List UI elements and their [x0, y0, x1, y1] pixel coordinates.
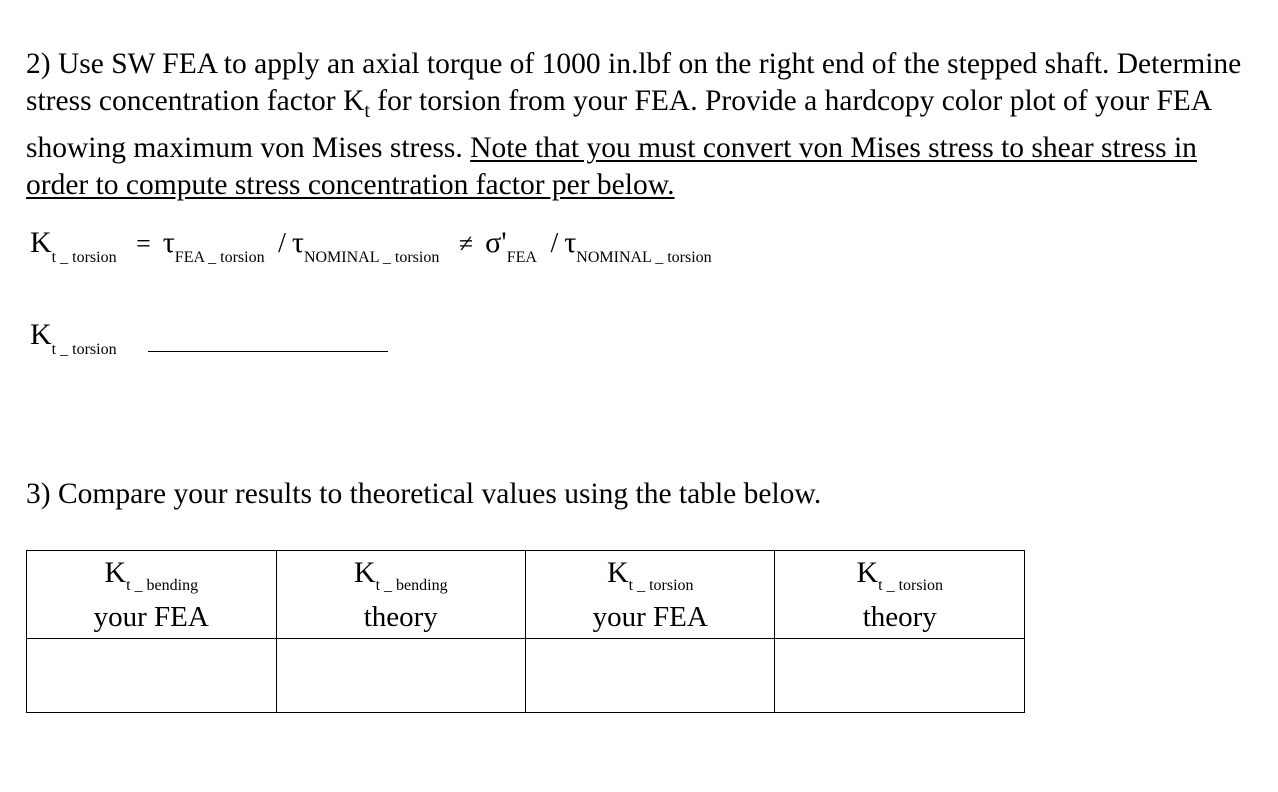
comparison-table: [26, 550, 1025, 713]
formula-tau-2: τ: [291, 226, 304, 259]
entry-cell-kt-torsion-theory[interactable]: [775, 639, 1025, 713]
header-cell-kt-bending-fea: [27, 551, 277, 639]
formula-tau-1: τ: [162, 226, 175, 259]
header-cell-kt-torsion-theory: [775, 551, 1025, 639]
header-k-symbol: K: [606, 556, 629, 589]
formula-slash-1: /: [278, 228, 286, 259]
formula-not-equal: ≠: [458, 229, 474, 258]
formula-sigma-prime: σ': [485, 226, 507, 259]
formula-equals: =: [136, 229, 151, 258]
formula-slash-2: /: [550, 228, 559, 259]
question-2-subscript: t: [364, 99, 370, 122]
question-2-text: Use SW FEA to apply an axial torque of 1000 in.lbf on the right end of the stepped shaft. Determine stress concentration factor K: [26, 48, 1242, 117]
header-k-symbol: K: [856, 556, 879, 589]
formula-tau-nominal-subscript-2: NOMINAL _ torsion: [576, 249, 712, 266]
header-k-symbol: K: [104, 556, 127, 589]
question-3-number: 3): [26, 478, 51, 510]
table-entry-row: [27, 639, 1025, 713]
header-label: theory: [862, 601, 937, 633]
kt-torsion-answer-label: [30, 318, 117, 358]
formula-k-subscript: t _ torsion: [51, 249, 117, 266]
header-label: theory: [363, 601, 438, 633]
header-k-subscript: t _ torsion: [878, 577, 944, 594]
header-k-symbol: K: [353, 556, 376, 589]
formula-tau-fea-subscript: FEA _ torsion: [174, 249, 265, 266]
entry-cell-kt-bending-fea[interactable]: [27, 639, 277, 713]
question-2-number: 2): [26, 48, 51, 80]
table-header-row: [27, 551, 1025, 639]
formula-sigma-subscript: FEA: [506, 249, 537, 266]
formula-k-symbol: K: [30, 226, 52, 259]
entry-cell-kt-torsion-fea[interactable]: [526, 639, 775, 713]
header-label: your FEA: [592, 601, 708, 633]
entry-cell-kt-bending-theory[interactable]: [276, 639, 526, 713]
formula-tau-3: τ: [564, 226, 577, 259]
question-3: [26, 478, 821, 511]
answer-k-subscript: t _ torsion: [51, 341, 117, 358]
header-k-subscript: t _ bending: [375, 577, 448, 594]
question-3-text: Compare your results to theoretical values using the table below.: [57, 478, 822, 510]
kt-torsion-formula: [30, 226, 712, 266]
header-cell-kt-torsion-fea: [526, 551, 775, 639]
kt-torsion-answer-blank[interactable]: [148, 351, 388, 352]
header-k-subscript: t _ bending: [126, 577, 199, 594]
question-2-underlined-note: Note that you must convert von Mises stress to shear stress in order to compute stress concentration factor per below.: [26, 131, 1197, 201]
answer-k-symbol: K: [30, 318, 52, 351]
question-2-text-continued: for torsion from your FEA. Provide a hardcopy color plot of your FEA showing maximum von Mises stress.: [26, 85, 1211, 164]
header-k-subscript: t _ torsion: [628, 577, 694, 594]
header-cell-kt-bending-theory: [276, 551, 526, 639]
question-2: [26, 46, 1256, 204]
formula-tau-nominal-subscript: NOMINAL _ torsion: [303, 249, 440, 266]
header-label: your FEA: [93, 601, 209, 633]
